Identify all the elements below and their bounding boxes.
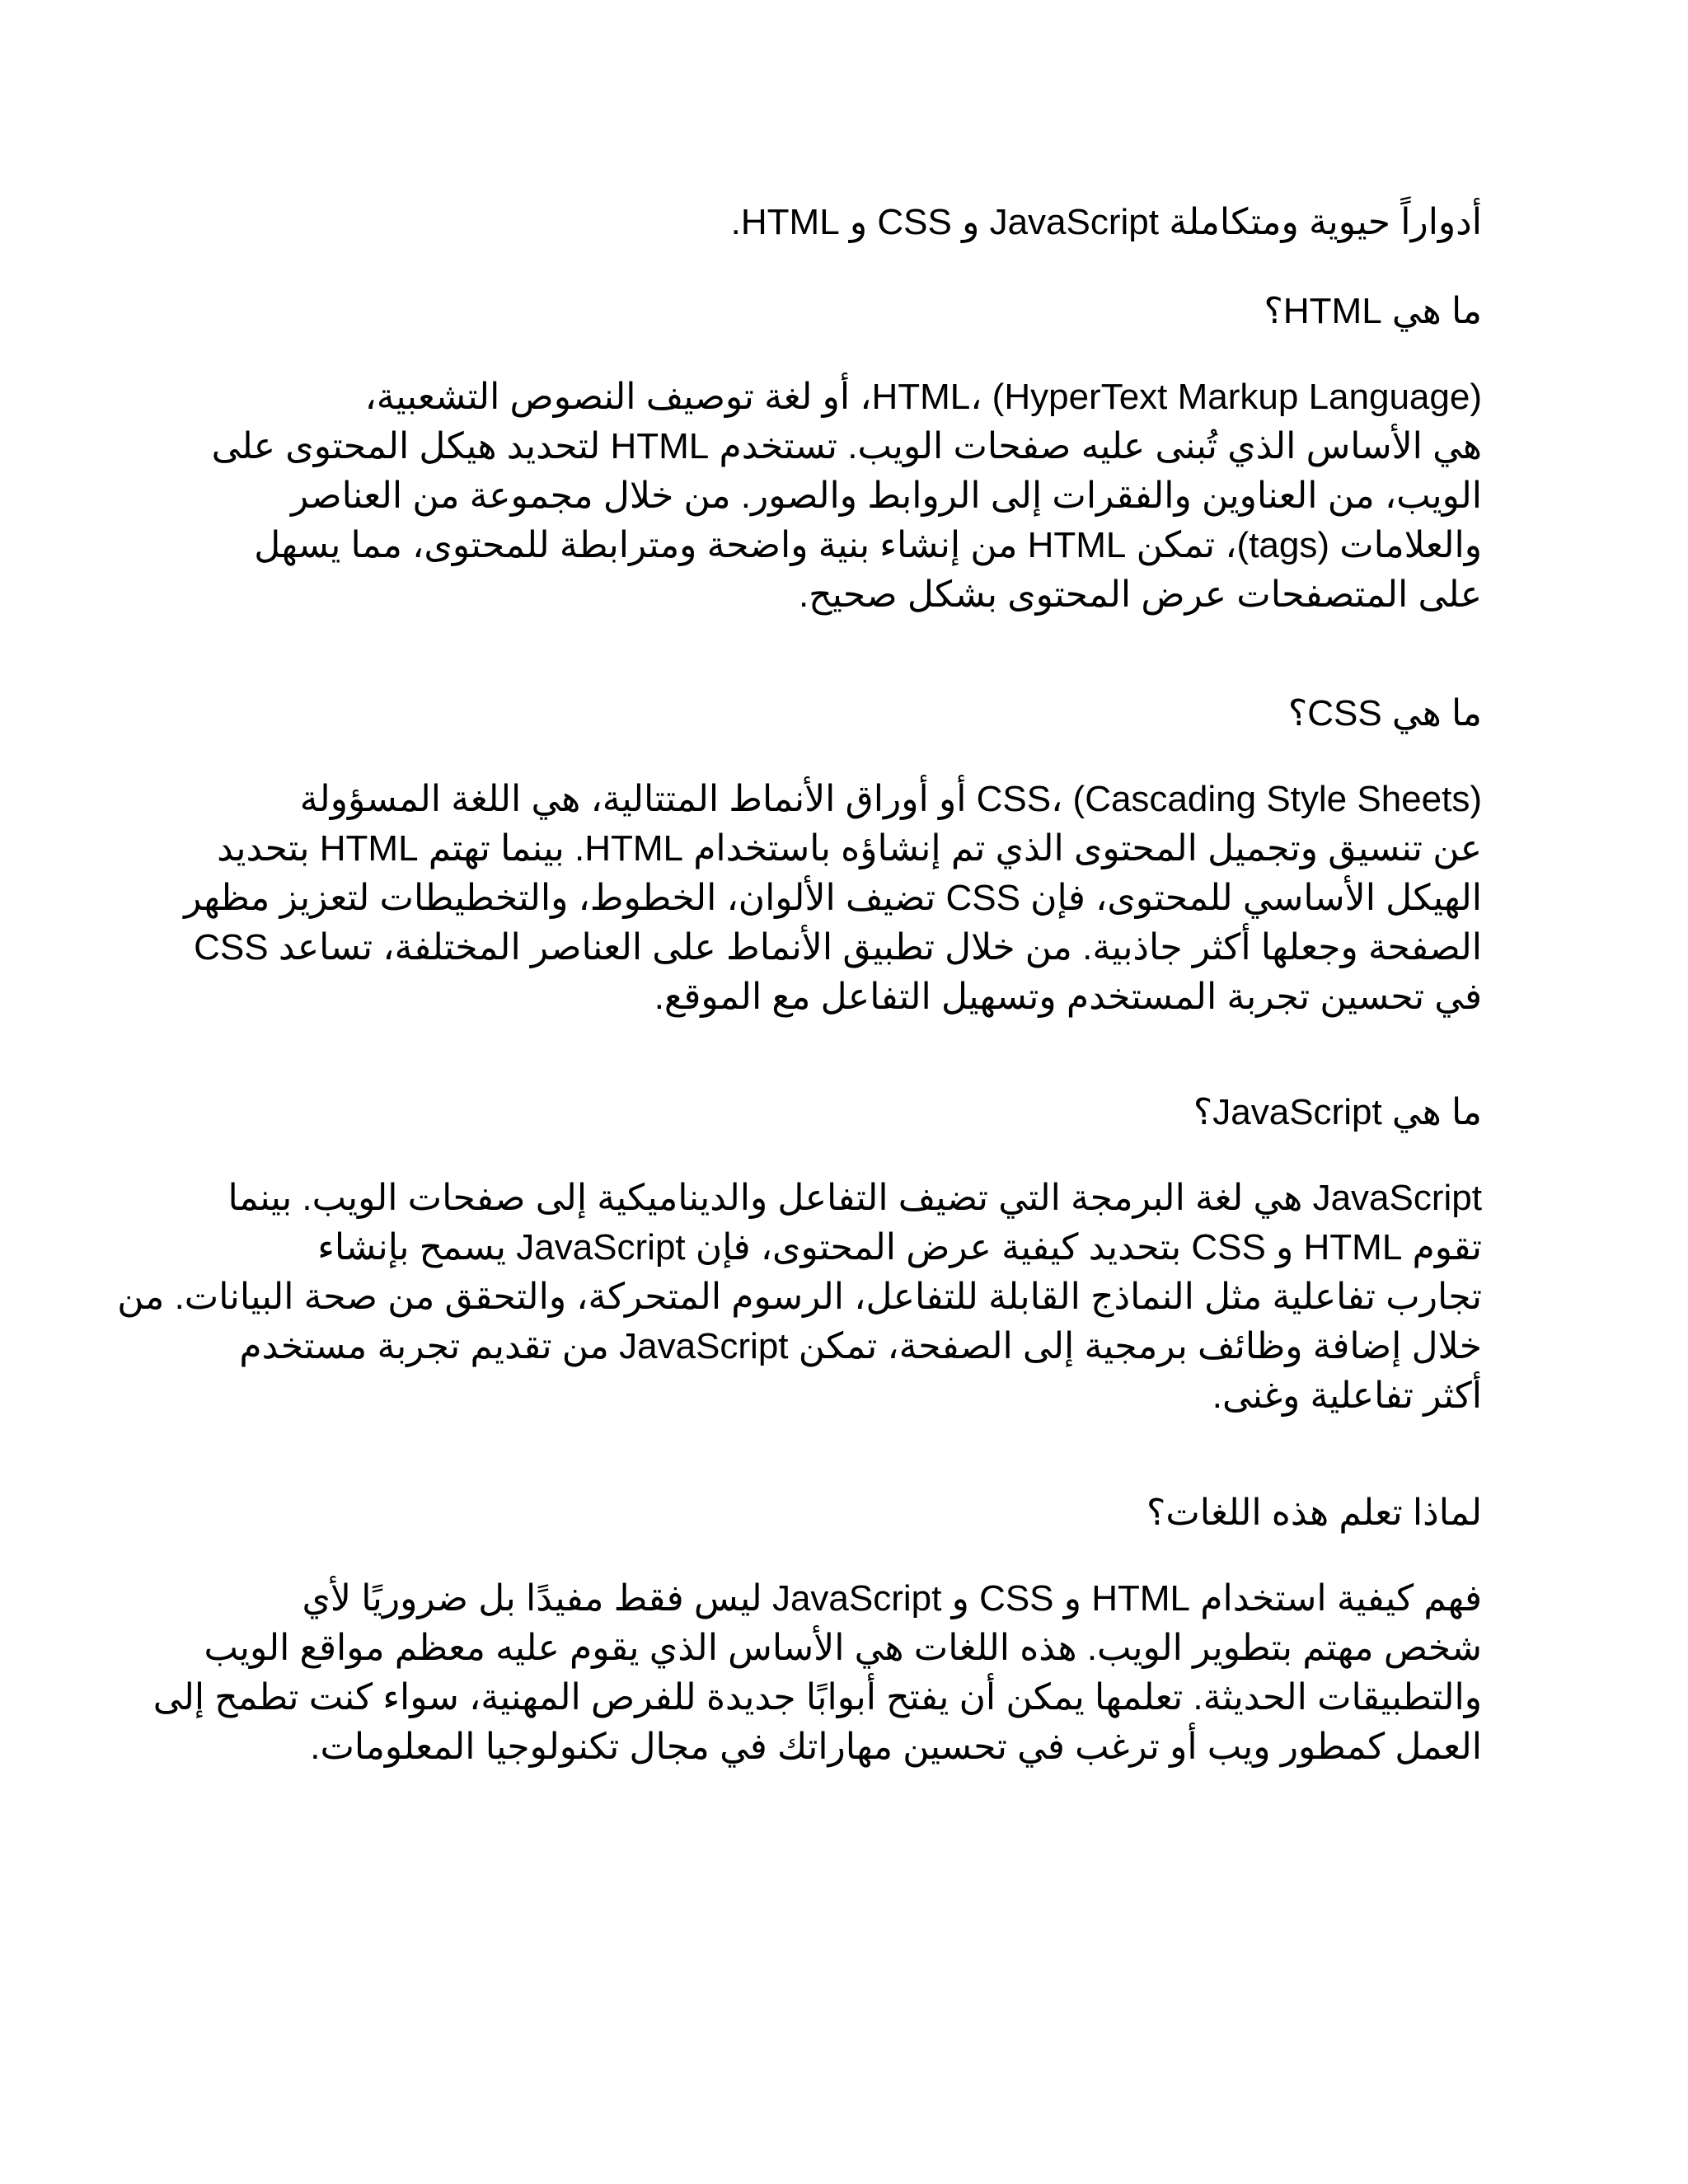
section-heading-javascript [1193,1088,1482,1137]
paragraph-line: فهم كيفية استخدام HTML و CSS و JavaScript ليس فقط مفيدًا بل ضروريًا لأي [302,1578,1482,1619]
javascript-heading: ما هي JavaScript؟ [1193,1092,1482,1132]
css-heading: ما هي CSS؟ [1287,693,1482,733]
paragraph-line: العمل كمطور ويب أو ترغب في تحسين مهاراتك في مجال تكنولوجيا المعلومات. [310,1727,1482,1767]
section-heading-html [1264,287,1482,336]
paragraph-line: أكثر تفاعلية وغنى. [1212,1376,1482,1416]
html-heading: ما هي HTML؟ [1264,291,1482,331]
paragraph-line: والتطبيقات الحديثة. تعلمها يمكن أن يفتح أبوابًا جديدة للفرص المهنية، سواء كنت تطمح إلى [152,1677,1482,1718]
paragraph-line: شخص مهتم بتطوير الويب. هذه اللغات هي الأساس الذي يقوم عليه معظم مواقع الويب [204,1628,1482,1668]
paragraph-line: الهيكل الأساسي للمحتوى، فإن CSS تضيف الألوان، الخطوط، والتخطيطات لتعزيز مظهر [184,878,1482,918]
paragraph-line: JavaScript هي لغة البرمجة التي تضيف التفاعل والديناميكية إلى صفحات الويب. بينما [227,1178,1482,1218]
css-paragraph [184,775,1482,1022]
paragraph-line: والعلامات (tags)، تمكن HTML من إنشاء بنية واضحة ومترابطة للمحتوى، مما يسهل [254,525,1482,565]
html-paragraph [212,373,1482,620]
paragraph-line: خلال إضافة وظائف برمجية إلى الصفحة، تمكن JavaScript من تقديم تجربة مستخدم [239,1326,1482,1366]
paragraph-line: عن تنسيق وتجميل المحتوى الذي تم إنشاؤه باستخدام HTML. بينما تهتم HTML بتحديد [217,828,1482,869]
intro-line: أدواراً حيوية ومتكاملة JavaScript و CSS و HTML. [730,202,1482,242]
paragraph-line: على المتصفحات عرض المحتوى بشكل صحيح. [798,574,1482,615]
paragraph-line: تقوم HTML و CSS بتحديد كيفية عرض المحتوى، فإن JavaScript يسمح بإنشاء [317,1227,1482,1268]
why-heading: لماذا تعلم هذه اللغات؟ [1146,1493,1482,1533]
why-paragraph [153,1574,1482,1772]
paragraph-line: تجارب تفاعلية مثل النماذج القابلة للتفاعل، الرسوم المتحركة، والتحقق من صحة البيانات. من [117,1277,1482,1317]
paragraph-line: في تحسين تجربة المستخدم وتسهيل التفاعل مع الموقع. [654,977,1482,1017]
section-heading-css [1288,689,1482,738]
section-heading-why [1146,1488,1482,1538]
paragraph-line: الصفحة وجعلها أكثر جاذبية. من خلال تطبيق الأنماط على العناصر المختلفة، تساعد CSS [194,927,1482,968]
paragraph-line: هي الأساس الذي تُبنى عليه صفحات الويب. تستخدم HTML لتحديد هيكل المحتوى على [211,426,1482,466]
paragraph-line: HTML، (HyperText Markup Language)، أو لغة توصيف النصوص التشعبية، [364,377,1482,417]
paragraph-line: CSS، (Cascading Style Sheets) أو أوراق الأنماط المتتالية، هي اللغة المسؤولة [299,779,1482,819]
javascript-paragraph [117,1174,1482,1421]
intro-paragraph [731,198,1482,247]
paragraph-line: الويب، من العناوين والفقرات إلى الروابط والصور. من خلال مجموعة من العناصر [290,476,1482,516]
